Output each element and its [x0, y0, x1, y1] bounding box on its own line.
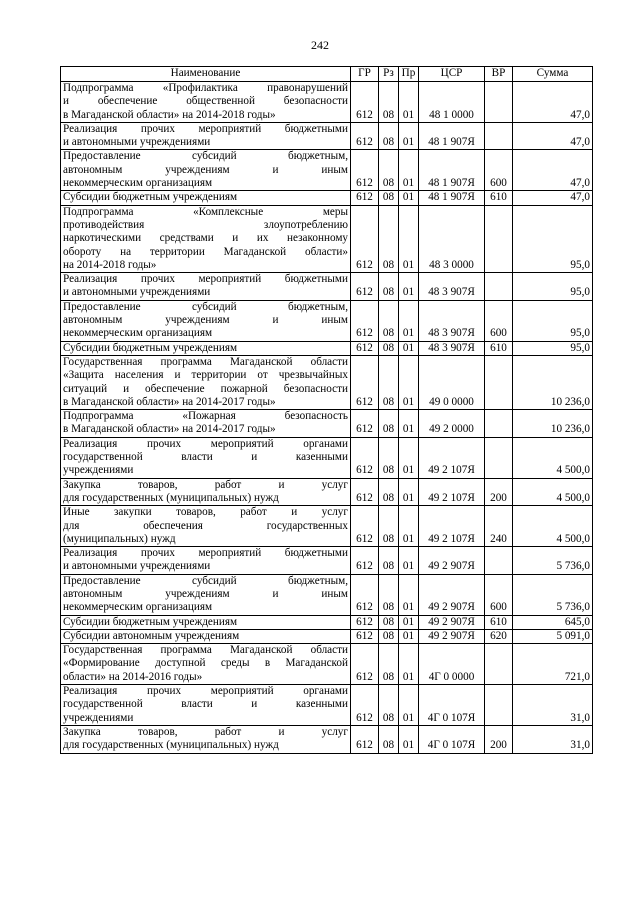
table-row	[61, 644, 593, 685]
row-rz: 08	[379, 150, 399, 191]
row-pr: 01	[399, 644, 419, 685]
row-name-line: наркотическими средствами и их незаконному	[63, 232, 348, 245]
row-gr: 612	[351, 300, 379, 341]
row-name	[61, 506, 351, 547]
table-row	[61, 615, 593, 629]
row-csr: 49 2 907Я	[419, 547, 485, 575]
row-name	[61, 150, 351, 191]
header-rz: Рз	[379, 67, 399, 82]
row-csr: 49 2 907Я	[419, 615, 485, 629]
row-gr: 612	[351, 82, 379, 123]
row-sum: 47,0	[513, 191, 593, 205]
table-row	[61, 437, 593, 478]
row-name-line: «Защита населения и территории от чрезвычайных	[63, 369, 348, 382]
row-sum: 5 736,0	[513, 547, 593, 575]
row-pr: 01	[399, 191, 419, 205]
row-sum: 31,0	[513, 685, 593, 726]
row-name-line: противодействия злоупотреблению	[63, 218, 348, 231]
row-pr: 01	[399, 685, 419, 726]
row-csr: 49 2 0000	[419, 410, 485, 438]
header-pr: Пр	[399, 67, 419, 82]
row-name-line: Государственная программа Магаданской области	[63, 644, 348, 657]
row-name	[61, 410, 351, 438]
row-name-line: обороту на территории Магаданской области»	[63, 245, 348, 258]
table-row	[61, 629, 593, 643]
row-name-line: Субсидии бюджетным учреждениям	[63, 615, 238, 628]
row-gr: 612	[351, 478, 379, 506]
row-name-line: для государственных (муниципальных) нужд	[63, 491, 279, 504]
header-csr: ЦСР	[419, 67, 485, 82]
row-pr: 01	[399, 506, 419, 547]
row-name-line: Субсидии бюджетным учреждениям	[63, 191, 238, 204]
row-name	[61, 273, 351, 301]
header-sum: Сумма	[513, 67, 593, 82]
row-name-line: в Магаданской области» на 2014-2017 годы»	[63, 395, 276, 408]
table-row	[61, 506, 593, 547]
row-rz: 08	[379, 355, 399, 409]
row-name	[61, 205, 351, 272]
row-name-line: Подпрограмма «Пожарная безопасность	[63, 410, 348, 423]
row-gr: 612	[351, 547, 379, 575]
row-rz: 08	[379, 437, 399, 478]
row-csr: 49 2 907Я	[419, 629, 485, 643]
row-csr: 49 2 907Я	[419, 574, 485, 615]
row-pr: 01	[399, 300, 419, 341]
table-row	[61, 685, 593, 726]
row-gr: 612	[351, 205, 379, 272]
row-rz: 08	[379, 341, 399, 355]
row-name	[61, 300, 351, 341]
row-vr	[485, 122, 513, 150]
row-name-line: в Магаданской области» на 2014-2017 годы»	[63, 423, 276, 436]
row-pr: 01	[399, 150, 419, 191]
row-vr	[485, 355, 513, 409]
row-rz: 08	[379, 615, 399, 629]
row-sum: 31,0	[513, 725, 593, 753]
row-name	[61, 725, 351, 753]
row-csr: 49 2 107Я	[419, 437, 485, 478]
row-sum: 47,0	[513, 122, 593, 150]
table-row	[61, 341, 593, 355]
row-gr: 612	[351, 644, 379, 685]
row-sum: 4 500,0	[513, 478, 593, 506]
row-name-line: Иные закупки товаров, работ и услуг	[63, 506, 348, 519]
budget-table	[60, 66, 593, 754]
row-name-line: учреждениями	[63, 711, 134, 724]
row-csr: 48 3 907Я	[419, 300, 485, 341]
row-name-line: и автономными учреждениями	[63, 136, 211, 149]
row-name-line: области» на 2014-2016 годы»	[63, 670, 203, 683]
table-row	[61, 355, 593, 409]
row-name-line: для обеспечения государственных	[63, 519, 348, 532]
row-name-line: Предоставление субсидий бюджетным,	[63, 300, 348, 313]
row-name	[61, 629, 351, 643]
row-name-line: «Формирование доступной среды в Магаданской	[63, 657, 348, 670]
row-rz: 08	[379, 273, 399, 301]
row-name-line: Закупка товаров, работ и услуг	[63, 725, 348, 738]
row-gr: 612	[351, 122, 379, 150]
row-rz: 08	[379, 644, 399, 685]
row-name-line: (муниципальных) нужд	[63, 532, 176, 545]
row-gr: 612	[351, 629, 379, 643]
row-rz: 08	[379, 478, 399, 506]
row-name-line: государственной власти и казенными	[63, 451, 348, 464]
table-row	[61, 82, 593, 123]
row-name	[61, 437, 351, 478]
row-sum: 10 236,0	[513, 410, 593, 438]
row-name-line: на 2014-2018 годы»	[63, 258, 157, 271]
row-gr: 612	[351, 437, 379, 478]
row-name-line: Реализация прочих мероприятий бюджетными	[63, 122, 348, 135]
row-rz: 08	[379, 82, 399, 123]
row-pr: 01	[399, 273, 419, 301]
table-row	[61, 122, 593, 150]
row-name	[61, 574, 351, 615]
row-sum: 721,0	[513, 644, 593, 685]
table-row	[61, 273, 593, 301]
table-row	[61, 725, 593, 753]
row-pr: 01	[399, 437, 419, 478]
row-csr: 4Г 0 107Я	[419, 725, 485, 753]
row-gr: 612	[351, 615, 379, 629]
row-name-line: для государственных (муниципальных) нужд	[63, 739, 279, 752]
row-gr: 612	[351, 410, 379, 438]
row-name-line: Подпрограмма «Профилактика правонарушений	[63, 82, 348, 94]
row-rz: 08	[379, 725, 399, 753]
table-row	[61, 574, 593, 615]
row-name	[61, 685, 351, 726]
row-name-line: некоммерческим организациям	[63, 327, 213, 340]
table-row	[61, 205, 593, 272]
row-name-line: автономным учреждениям и иным	[63, 314, 348, 327]
row-name	[61, 82, 351, 123]
row-rz: 08	[379, 629, 399, 643]
row-csr: 48 3 0000	[419, 205, 485, 272]
row-pr: 01	[399, 478, 419, 506]
row-rz: 08	[379, 506, 399, 547]
row-csr: 4Г 0 107Я	[419, 685, 485, 726]
row-vr	[485, 547, 513, 575]
row-name-line: Субсидии бюджетным учреждениям	[63, 341, 238, 354]
row-gr: 612	[351, 574, 379, 615]
row-pr: 01	[399, 725, 419, 753]
row-vr	[485, 205, 513, 272]
row-csr: 4Г 0 0000	[419, 644, 485, 685]
row-sum: 47,0	[513, 82, 593, 123]
row-gr: 612	[351, 273, 379, 301]
row-rz: 08	[379, 191, 399, 205]
row-csr: 49 2 107Я	[419, 478, 485, 506]
row-rz: 08	[379, 300, 399, 341]
row-name-line: Закупка товаров, работ и услуг	[63, 478, 348, 491]
row-gr: 612	[351, 685, 379, 726]
row-vr: 600	[485, 574, 513, 615]
header-vr: ВР	[485, 67, 513, 82]
row-name-line: Реализация прочих мероприятий бюджетными	[63, 547, 348, 560]
row-name-line: Государственная программа Магаданской области	[63, 355, 348, 368]
row-name-line: некоммерческим организациям	[63, 601, 213, 614]
row-name-line: автономным учреждениям и иным	[63, 587, 348, 600]
row-vr: 610	[485, 191, 513, 205]
row-name-line: учреждениями	[63, 464, 134, 477]
row-name	[61, 355, 351, 409]
row-sum: 5 091,0	[513, 629, 593, 643]
table-row	[61, 547, 593, 575]
row-vr	[485, 410, 513, 438]
header-gr: ГР	[351, 67, 379, 82]
row-name	[61, 122, 351, 150]
table-row	[61, 410, 593, 438]
row-name-line: некоммерческим организациям	[63, 177, 213, 190]
row-name	[61, 644, 351, 685]
row-gr: 612	[351, 725, 379, 753]
row-name	[61, 191, 351, 205]
row-rz: 08	[379, 122, 399, 150]
page-number: 242	[311, 38, 329, 52]
row-gr: 612	[351, 355, 379, 409]
row-gr: 612	[351, 150, 379, 191]
row-rz: 08	[379, 547, 399, 575]
row-rz: 08	[379, 410, 399, 438]
row-name	[61, 341, 351, 355]
row-pr: 01	[399, 629, 419, 643]
row-rz: 08	[379, 685, 399, 726]
row-vr	[485, 644, 513, 685]
row-csr: 48 1 907Я	[419, 191, 485, 205]
row-sum: 645,0	[513, 615, 593, 629]
row-name-line: и обеспечение общественной безопасности	[63, 95, 348, 108]
row-pr: 01	[399, 355, 419, 409]
row-name	[61, 615, 351, 629]
row-vr	[485, 82, 513, 123]
table-row	[61, 478, 593, 506]
row-vr: 610	[485, 615, 513, 629]
row-rz: 08	[379, 574, 399, 615]
row-pr: 01	[399, 547, 419, 575]
row-name	[61, 478, 351, 506]
row-sum: 5 736,0	[513, 574, 593, 615]
row-name-line: Реализация прочих мероприятий органами	[63, 685, 348, 698]
row-gr: 612	[351, 191, 379, 205]
row-vr	[485, 685, 513, 726]
row-name-line: Субсидии автономным учреждениям	[63, 629, 240, 642]
row-vr: 600	[485, 150, 513, 191]
row-vr	[485, 437, 513, 478]
row-name-line: и автономными учреждениями	[63, 560, 211, 573]
row-sum: 4 500,0	[513, 437, 593, 478]
row-name-line: Предоставление субсидий бюджетным,	[63, 574, 348, 587]
row-csr: 48 3 907Я	[419, 273, 485, 301]
row-sum: 4 500,0	[513, 506, 593, 547]
row-csr: 48 3 907Я	[419, 341, 485, 355]
row-name-line: государственной власти и казенными	[63, 698, 348, 711]
row-pr: 01	[399, 615, 419, 629]
row-vr: 200	[485, 478, 513, 506]
row-name-line: автономным учреждениям и иным	[63, 163, 348, 176]
row-csr: 48 1 907Я	[419, 150, 485, 191]
row-vr: 620	[485, 629, 513, 643]
table-header-row	[61, 67, 593, 82]
row-name-line: ситуаций и обеспечение пожарной безопасности	[63, 382, 348, 395]
row-name-line: Подпрограмма «Комплексные меры	[63, 205, 348, 218]
row-pr: 01	[399, 205, 419, 272]
table-row	[61, 300, 593, 341]
row-vr: 240	[485, 506, 513, 547]
row-pr: 01	[399, 410, 419, 438]
row-name	[61, 547, 351, 575]
table-row	[61, 191, 593, 205]
row-pr: 01	[399, 341, 419, 355]
row-pr: 01	[399, 82, 419, 123]
row-sum: 95,0	[513, 273, 593, 301]
row-sum: 95,0	[513, 205, 593, 272]
row-csr: 49 2 107Я	[419, 506, 485, 547]
row-csr: 49 0 0000	[419, 355, 485, 409]
row-rz: 08	[379, 205, 399, 272]
row-csr: 48 1 0000	[419, 82, 485, 123]
row-name-line: в Магаданской области» на 2014-2018 годы»	[63, 108, 276, 121]
table-row	[61, 150, 593, 191]
header-name: Наименование	[61, 67, 351, 82]
row-name-line: и автономными учреждениями	[63, 286, 211, 299]
row-sum: 47,0	[513, 150, 593, 191]
row-sum: 95,0	[513, 300, 593, 341]
row-pr: 01	[399, 122, 419, 150]
row-name-line: Реализация прочих мероприятий органами	[63, 437, 348, 450]
row-name-line: Реализация прочих мероприятий бюджетными	[63, 273, 348, 286]
row-name-line: Предоставление субсидий бюджетным,	[63, 150, 348, 163]
row-pr: 01	[399, 574, 419, 615]
row-csr: 48 1 907Я	[419, 122, 485, 150]
table-body	[61, 82, 593, 754]
row-sum: 95,0	[513, 341, 593, 355]
row-vr: 610	[485, 341, 513, 355]
row-gr: 612	[351, 506, 379, 547]
row-vr: 200	[485, 725, 513, 753]
row-sum: 10 236,0	[513, 355, 593, 409]
row-gr: 612	[351, 341, 379, 355]
row-vr	[485, 273, 513, 301]
row-vr: 600	[485, 300, 513, 341]
